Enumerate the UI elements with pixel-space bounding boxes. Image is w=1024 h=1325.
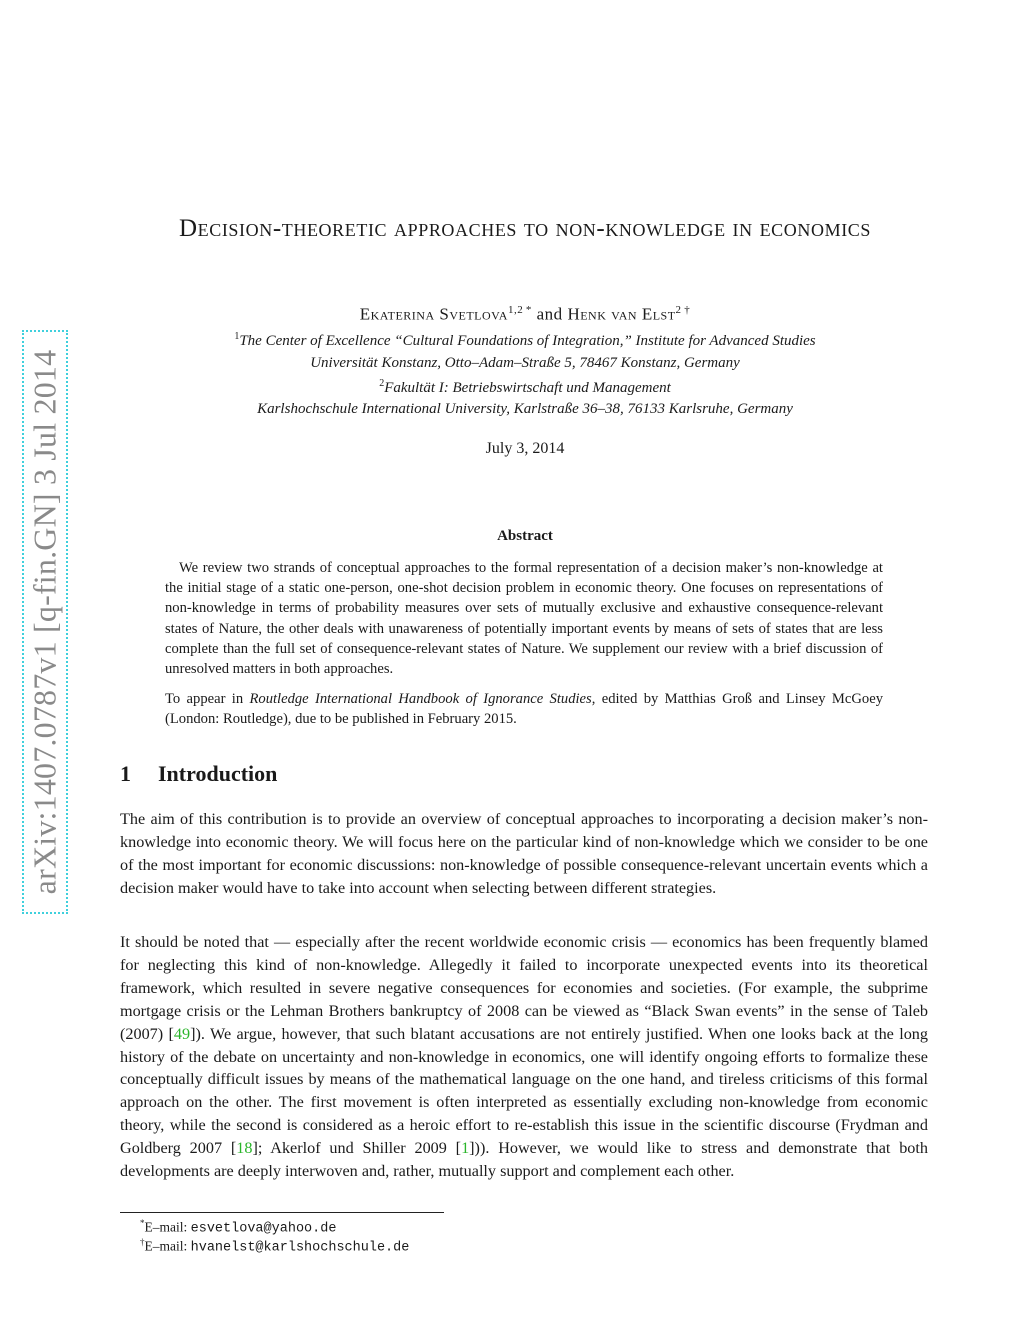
affiliation-2-address	[120, 401, 930, 418]
affiliation-text: Karlshochschule International University, Karlstraße 36–38, 76133 Karlsruhe, Germany	[257, 401, 793, 417]
footnote-label: E–mail:	[144, 1238, 191, 1254]
paragraph-text: It should be noted that — especially after the recent worldwide economic crisis — economics has been frequently blamed for neglecting this kind of non-knowledge. Allegedly it failed to incorporate unexpected events into its theoretical framework, which resulted in severe negative consequences for economies and societies. (For example, the subprime mortgage crisis or the Lehman Brothers bankruptcy of 2008 can be viewed as “Black Swan events” in the sense of Taleb (2007) [	[120, 933, 928, 1043]
citation-link[interactable]: 18	[236, 1139, 253, 1158]
section-title: Introduction	[158, 761, 278, 786]
paper-title: Decision-theoretic approaches to non-knowledge in economics	[178, 215, 871, 242]
affiliation-text: The Center of Excellence “Cultural Foundations of Integration,” Institute for Advanced Studies	[239, 333, 816, 349]
paragraph-1: The aim of this contribution is to provide an overview of conceptual approaches to incorporating a decision maker’s non-knowledge into economic theory. We will focus here on the particular kind of non-knowledge which we consider to be one of the most important for economic discussions: non-knowledge of possible consequence-relevant uncertain events which a decision maker would have to take into account when selecting between different strategies.	[120, 810, 928, 897]
citation-link[interactable]: 1	[461, 1139, 470, 1158]
section-number: 1	[120, 761, 131, 786]
paragraph-2	[120, 931, 928, 1183]
footnote-1	[140, 1218, 336, 1237]
paragraph-text: ]). We argue, however, that such blatant accusations are not entirely justified. When one looks back at the long history of the debate on uncertainty and non-knowledge in economics, one will identify ongoing efforts to formalize these conceptually difficult issues by means of the mathematical language on the one hand, and tireless criticisms of this formal approach on the other. The first movement is often interpreted as essentially excluding non-knowledge from economic theory, while the second is considered as a heroic effort to re-establish this issue in the scientific discourse (Frydman and Goldberg 2007 [	[120, 1024, 928, 1158]
citation-link[interactable]: 49	[173, 1024, 191, 1043]
author-2: Henk van Elst	[567, 304, 676, 324]
note-suffix: , edited by Matthias Groß and Linsey McGoey (London: Routledge), due to be published in February 2015.	[165, 691, 883, 728]
affiliation-mark: 2	[379, 378, 385, 389]
footnote-label: E–mail:	[144, 1219, 191, 1235]
author-conjunction: and	[531, 304, 568, 324]
paragraph-text: ]; Akerlof und Shiller 2009 [	[252, 1139, 462, 1158]
affiliation-text: Fakultät I: Betriebswirtschaft und Management	[384, 380, 671, 396]
author-1: Ekaterina Svetlova	[359, 304, 508, 324]
arxiv-stamp	[22, 330, 68, 914]
author-1-marks: 1,2 *	[507, 304, 532, 316]
author-2-marks: 2 †	[675, 304, 691, 316]
footnote-rule	[120, 1212, 444, 1213]
footnote-mark: *	[140, 1218, 145, 1228]
abstract-heading: Abstract	[497, 528, 553, 544]
abstract-text: We review two strands of conceptual approaches to the formal representation of a decision maker’s non-knowledge at the initial stage of a static one-person, one-shot decision problem in economic theory. One focuses on representations of non-knowledge in terms of probability measures over sets of mutually exclusive and exhaustive consequence-relevant states of Nature, the other deals with unawareness of potentially important events by means of sets of states that are less complete than the full set of consequence-relevant states of Nature. We supplement our review with a brief discussion of unresolved matters in both approaches.	[165, 560, 883, 678]
affiliation-2	[120, 378, 930, 397]
paragraph-text: ])). However, we would like to stress and demonstrate that both developments are deeply interwoven and, rather, mutually support and complement each other.	[120, 1139, 928, 1181]
author-line	[120, 304, 930, 325]
affiliation-1	[120, 331, 930, 350]
footnote-mark: †	[140, 1237, 145, 1247]
arxiv-id: arXiv:1407.0787v1 [q-fin.GN] 3 Jul 2014	[26, 349, 63, 895]
affiliation-text: Universität Konstanz, Otto–Adam–Straße 5, 78467 Konstanz, Germany	[310, 355, 740, 371]
note-prefix: To appear in	[165, 691, 250, 707]
paper-date: July 3, 2014	[485, 440, 565, 457]
section-heading	[120, 761, 277, 787]
publication-note	[165, 689, 883, 729]
handbook-title: Routledge International Handbook of Ignorance Studies	[249, 691, 592, 707]
affiliation-1-address	[120, 355, 930, 372]
email-link[interactable]: esvetlova@yahoo.de	[190, 1221, 337, 1237]
affiliation-mark: 1	[234, 331, 240, 342]
footnote-2	[140, 1237, 409, 1256]
email-link[interactable]: hvanelst@karlshochschule.de	[190, 1240, 410, 1256]
